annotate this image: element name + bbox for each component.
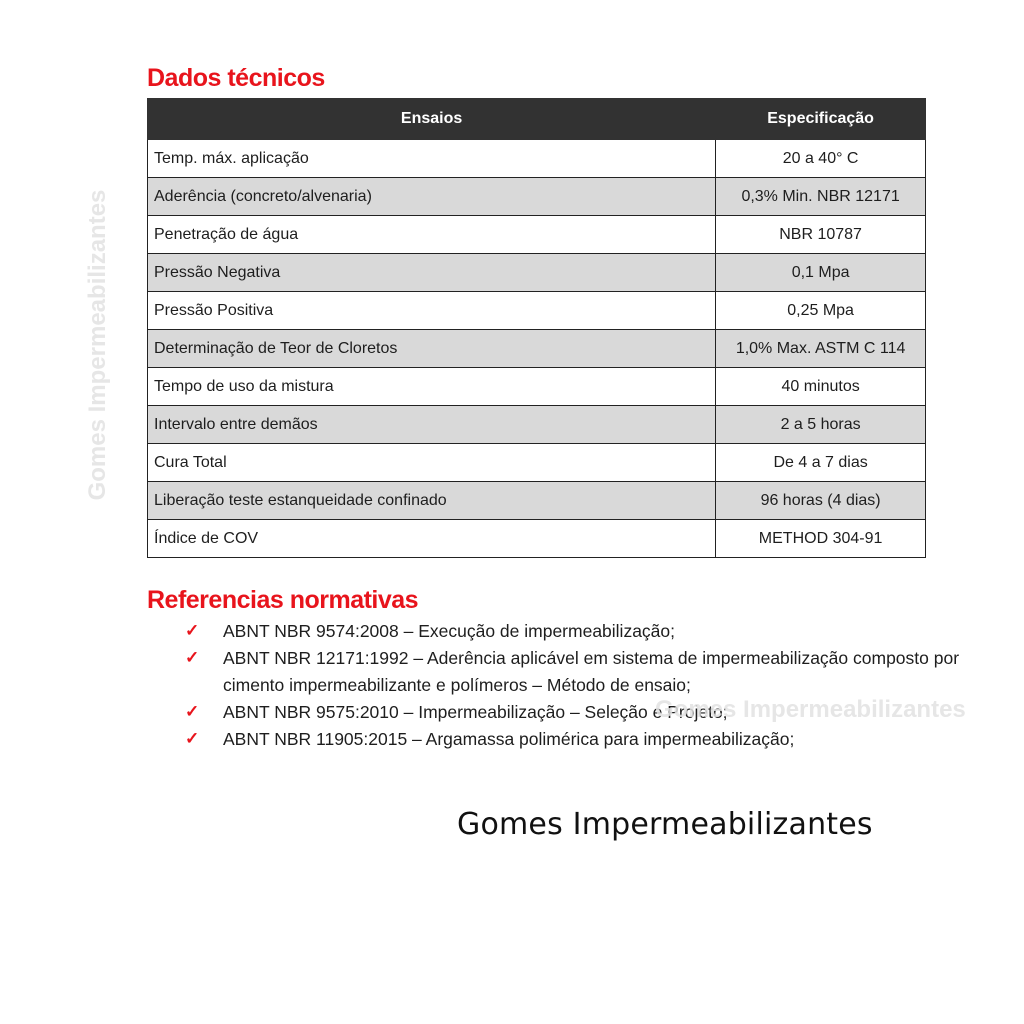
check-icon: ✓ — [185, 702, 200, 721]
watermark-horizontal: Gomes Impermeabilizantes — [655, 696, 966, 723]
reference-text: ABNT NBR 11905:2015 – Argamassa polimérica para impermeabilização; — [223, 729, 795, 749]
table-row — [148, 444, 926, 482]
table-row — [148, 482, 926, 520]
reference-text: ABNT NBR 9574:2008 – Execução de impermeabilização; — [223, 621, 676, 641]
reference-text: ABNT NBR 12171:1992 – Aderência aplicável em sistema de impermeabilização composto por cimento impermeabilizante e polímeros – Método de ensaio; — [223, 648, 960, 695]
test-name-cell: Temp. máx. aplicação — [148, 140, 716, 178]
normative-references-list — [185, 618, 965, 753]
table-header-row — [148, 99, 926, 140]
table-row — [148, 520, 926, 558]
check-icon: ✓ — [185, 621, 200, 640]
column-header-ensaios: Ensaios — [148, 99, 716, 140]
table-row — [148, 368, 926, 406]
spec-value-cell: 20 a 40° C — [716, 140, 926, 178]
test-name-cell: Penetração de água — [148, 216, 716, 254]
section-title-normative-references: Referencias normativas — [147, 586, 419, 614]
spec-value-cell: 0,3% Min. NBR 12171 — [716, 178, 926, 216]
spec-value-cell: 0,1 Mpa — [716, 254, 926, 292]
spec-value-cell: METHOD 304-91 — [716, 520, 926, 558]
list-item — [185, 618, 965, 645]
spec-value-cell: De 4 a 7 dias — [716, 444, 926, 482]
test-name-cell: Cura Total — [148, 444, 716, 482]
test-name-cell: Tempo de uso da mistura — [148, 368, 716, 406]
test-name-cell: Índice de COV — [148, 520, 716, 558]
spec-value-cell: 0,25 Mpa — [716, 292, 926, 330]
test-name-cell: Pressão Positiva — [148, 292, 716, 330]
check-icon: ✓ — [185, 648, 200, 667]
table-row — [148, 140, 926, 178]
column-header-especificacao: Especificação — [716, 99, 926, 140]
test-name-cell: Pressão Negativa — [148, 254, 716, 292]
spec-value-cell: 40 minutos — [716, 368, 926, 406]
table-row — [148, 406, 926, 444]
section-title-technical-data: Dados técnicos — [147, 64, 325, 92]
table-row — [148, 292, 926, 330]
table-row — [148, 330, 926, 368]
footer-brand-text: Gomes Impermeabilizantes — [457, 807, 873, 842]
watermark-vertical: Gomes Impermeabilizantes — [84, 189, 111, 501]
spec-value-cell: 1,0% Max. ASTM C 114 — [716, 330, 926, 368]
list-item — [185, 726, 965, 753]
spec-value-cell: 96 horas (4 dias) — [716, 482, 926, 520]
table-row — [148, 254, 926, 292]
reference-text: ABNT NBR 9575:2010 – Impermeabilização – Seleção e Projeto; — [223, 702, 728, 722]
table-row — [148, 216, 926, 254]
list-item — [185, 645, 965, 699]
technical-data-table — [147, 98, 926, 558]
test-name-cell: Liberação teste estanqueidade confinado — [148, 482, 716, 520]
spec-value-cell: 2 a 5 horas — [716, 406, 926, 444]
test-name-cell: Aderência (concreto/alvenaria) — [148, 178, 716, 216]
check-icon: ✓ — [185, 729, 200, 748]
test-name-cell: Determinação de Teor de Cloretos — [148, 330, 716, 368]
table-row — [148, 178, 926, 216]
test-name-cell: Intervalo entre demãos — [148, 406, 716, 444]
spec-value-cell: NBR 10787 — [716, 216, 926, 254]
